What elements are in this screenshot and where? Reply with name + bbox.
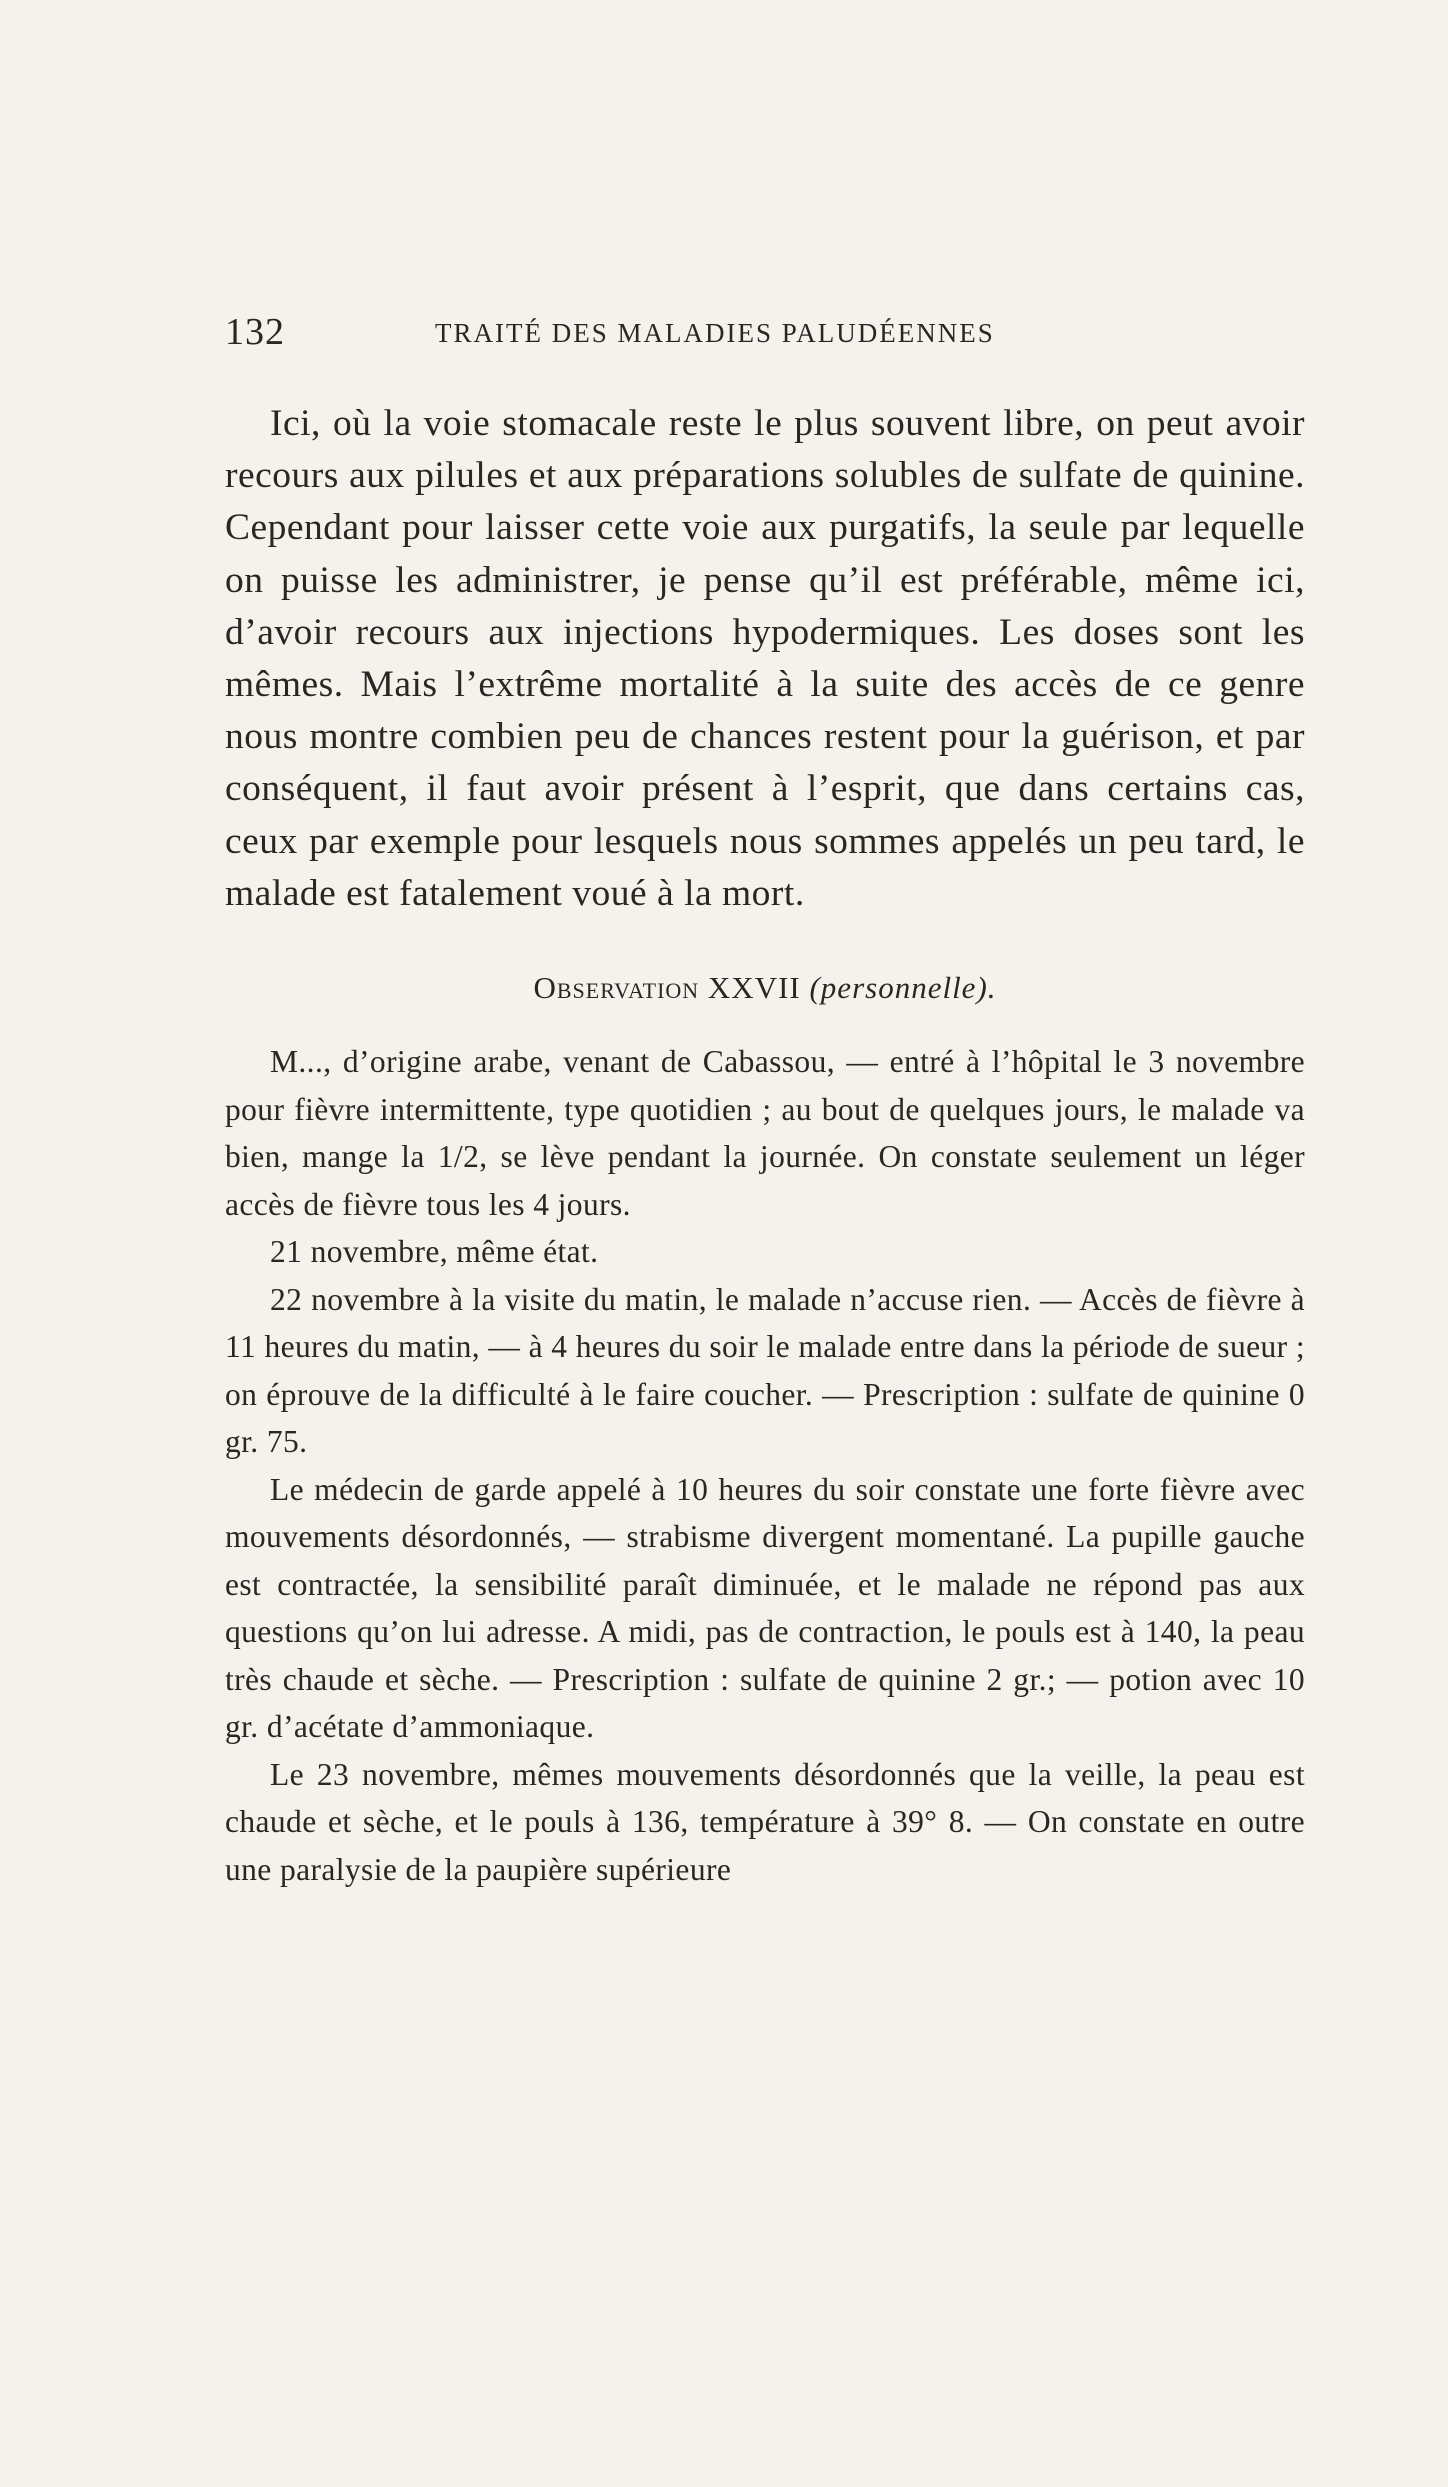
page-header — [225, 310, 1305, 360]
observation-body — [225, 1038, 1305, 1893]
observation-paragraph: M..., d’origine arabe, venant de Cabassou, — entré à l’hôpital le 3 novembre pour fièvre intermittente, type quotidien ; au bout de quelques jours, le malade va bien, mange la 1/2, se lève pendant la journée. On constate seulement un léger accès de fièvre tous les 4 jours. — [225, 1044, 1305, 1222]
observation-paragraph: Le 23 novembre, mêmes mouvements désordonnés que la veille, la peau est chaude et sèche, et le pouls à 136, température à 39° 8. — On constate en outre une paralysie de la paupière supérieure — [225, 1756, 1305, 1887]
main-paragraph: Ici, où la voie stomacale reste le plus souvent libre, on peut avoir recours aux pilules et aux préparations solubles de sulfate de quinine. Cependant pour laisser cette voie aux purgatifs, la seule par lequelle on puisse les administrer, je pense qu’il est préférable, même ici, d’avoir recours aux injections hypodermiques. Les doses sont les mêmes. Mais l’extrême mortalité à la suite des accès de ce genre nous montre combien peu de chances restent pour la guérison, et par conséquent, il faut avoir présent à l’esprit, que dans certains cas, ceux par exemple pour lesquels nous sommes appelés un peu tard, le malade est fatalement voué à la mort. — [225, 403, 1305, 914]
observation-heading — [225, 966, 1305, 1010]
observation-paragraph: 21 novembre, même état. — [270, 1234, 599, 1270]
observation-paragraph: 22 novembre à la visite du matin, le malade n’accuse rien. — Accès de fièvre à 11 heures du matin, — à 4 heures du soir le malade entre dans la période de sueur ; on éprouve de la difficulté à le faire coucher. — Prescription : sulfate de quinine 0 gr. 75. — [225, 1281, 1305, 1460]
observation-title: Observation XXVII — [533, 970, 801, 1006]
page-body — [225, 398, 1305, 1893]
observation-paragraph: Le médecin de garde appelé à 10 heures du soir constate une forte fièvre avec mouvements désordonnés, — strabisme divergent momentané. La pupille gauche est contractée, la sensibilité paraît diminuée, et le malade ne répond pas aux questions qu’on lui adresse. A midi, pas de contraction, le pouls est à 140, la peau très chaude et sèche. — Prescription : sulfate de quinine 2 gr.; — potion avec 10 gr. d’acétate d’ammoniaque. — [225, 1471, 1305, 1745]
running-title: TRAITÉ DES MALADIES PALUDÉENNES — [435, 318, 995, 348]
observation-qualifier: (personnelle). — [809, 970, 997, 1006]
page-number: 132 — [225, 311, 285, 353]
